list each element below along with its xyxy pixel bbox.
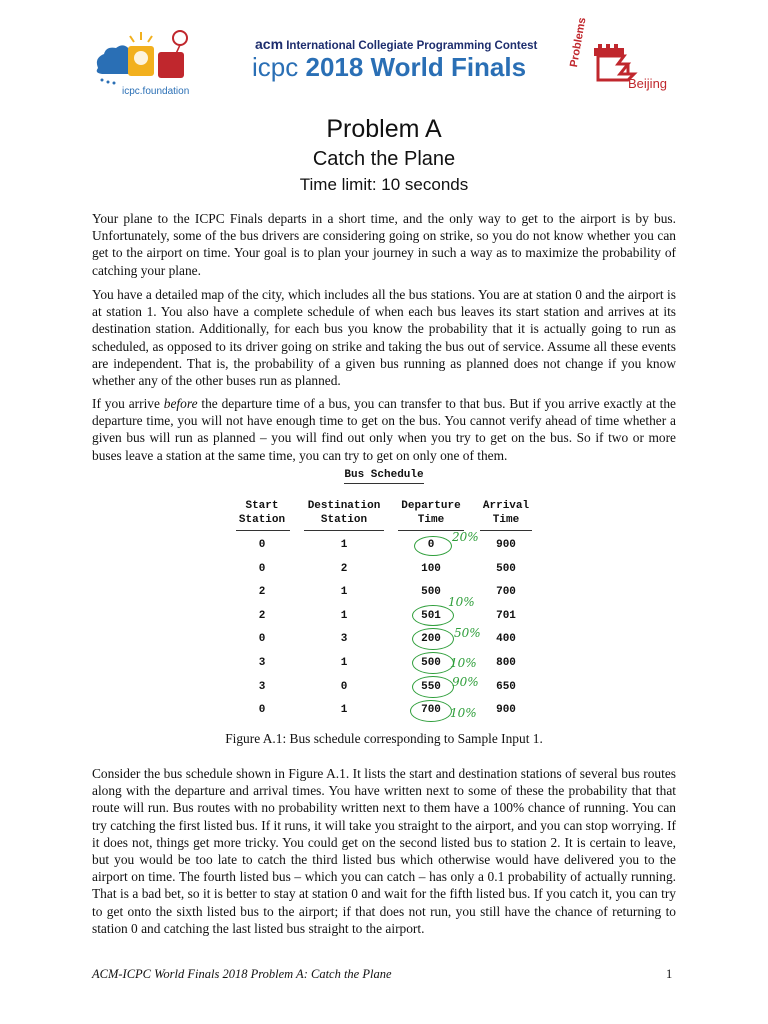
schedule-cell: 100 <box>421 562 441 575</box>
world-finals-text: 2018 World Finals <box>305 52 527 82</box>
paragraph-map: You have a detailed map of the city, which includes all the bus stations. You are at station 0 and the airport is at station 1. You also have a complete schedule of when each bus leaves its start station and arrives at its destination station. Additionally, for each bus you know the probability that it is actually going to run as scheduled, as opposed to its driver going on strike and taking the bus out of service. Assume all these events are independent. That is, the probability of a given bus running as planned does not change if you know whether any of the other buses run as planned. <box>92 287 676 389</box>
col-header-arrival <box>476 499 536 527</box>
schedule-cell: 0 <box>258 633 266 646</box>
schedule-cell: 400 <box>496 633 516 646</box>
schedule-cell: 2 <box>258 586 266 599</box>
schedule-cell: 1 <box>340 539 348 551</box>
annotation-probability: 90% <box>452 675 479 689</box>
paragraph-transfer-end: the departure time of a bus, you can transfer to that bus. But if you arrive exactly at the departure time, you will not have enough time to get on the bus. You cannot verify ahead of time whether a given bus will run as planned – you will find out only when you try to get on the bus. So if two or more buses leave a station at the same time, you can try to get on only one of them. <box>92 396 676 463</box>
annotation-probability: 10% <box>450 656 477 670</box>
schedule-cell: 0 <box>258 704 266 717</box>
schedule-cell: 800 <box>496 657 516 669</box>
contest-name <box>255 36 537 52</box>
contest-name-text: International Collegiate Programming Contest <box>286 40 538 52</box>
acm-wordmark: acm <box>255 36 284 52</box>
paragraph-intro: Your plane to the ICPC Finals departs in a short time, and the only way to get to the airport is by bus. Unfortunately, some of the bus drivers are considering going on strike, so you do not know whether you can get to the airport on time. Your goal is to plan your journey in such a way as to maximize the probability of catching your plane. <box>92 211 676 278</box>
great-wall-logo <box>576 42 676 102</box>
schedule-cell: 500 <box>421 586 441 599</box>
paragraph-example: Consider the bus schedule shown in Figure A.1. It lists the start and destination stations of several bus routes along with the departure and arrival times. You have written next to some of these the probability that that route will run. Bus routes with no probability written next to them have a 100% chance of running. You can try catching the first listed bus. If it runs, it will take you straight to the airport, and you can stop worrying. If it does not, things get more tricky. You could get on the second listed bus to station 2. It is certain to leave, but you would be too late to catch the third listed bus which otherwise would have delivered you to the airport on time. The fourth listed bus – which you can catch – has only a 0.1 probability of actually running. That is a bad bet, so it is better to stay at station 0 and wait for the fifth listed bus. If you catch it, you can try to get onto the sixth listed bus to the airport; if that does not run, you still have the chance of returning to station 0 and catching the last listed bus straight to the airport. <box>92 766 676 936</box>
annotation-oval <box>412 628 454 650</box>
col-header-start-1: Start <box>245 500 279 512</box>
col-header-destination-2: Station <box>320 514 368 526</box>
schedule-cell: 650 <box>496 680 516 693</box>
schedule-cell: 0 <box>427 539 435 551</box>
footer-title: ACM-ICPC World Finals 2018 Problem A: Catch the Plane <box>92 967 392 981</box>
col-header-start <box>232 499 292 527</box>
annotation-oval <box>412 605 454 626</box>
schedule-cell: 2 <box>340 562 348 575</box>
header-rule <box>304 530 384 531</box>
paragraph-transfer-emphasis: before <box>163 396 198 411</box>
schedule-cell: 2 <box>258 609 266 622</box>
schedule-cell: 700 <box>496 586 516 599</box>
col-header-destination <box>302 499 386 527</box>
col-header-destination-1: Destination <box>307 500 381 512</box>
problem-subtitle: Catch the Plane <box>312 148 456 170</box>
schedule-cell: 1 <box>340 657 348 669</box>
annotation-oval <box>412 676 454 698</box>
city-label: Beijing <box>628 76 668 91</box>
time-limit: Time limit: 10 seconds <box>299 175 469 194</box>
header-rule <box>480 530 532 531</box>
schedule-cell: 550 <box>421 680 441 693</box>
page-number: 1 <box>666 967 673 981</box>
schedule-cell: 701 <box>496 609 516 622</box>
schedule-cell: 500 <box>496 562 516 575</box>
problems-label: Problems <box>568 16 589 69</box>
schedule-cell: 3 <box>258 657 266 669</box>
schedule-cell: 1 <box>340 609 348 622</box>
schedule-cell: 900 <box>496 704 516 717</box>
col-header-departure <box>396 499 466 527</box>
annotation-probability: 20% <box>452 530 479 544</box>
foundation-name: icpc.foundation <box>122 86 190 97</box>
schedule-title-text: Bus Schedule <box>344 469 423 484</box>
col-header-start-2: Station <box>238 514 286 526</box>
schedule-title <box>0 469 768 481</box>
schedule-cell: 700 <box>421 704 441 717</box>
schedule-cell: 3 <box>258 680 266 693</box>
schedule-cell: 1 <box>340 586 348 599</box>
col-header-departure-1: Departure <box>401 500 461 512</box>
annotation-oval <box>412 652 454 674</box>
annotation-probability: 10% <box>450 706 477 720</box>
annotation-oval <box>410 700 452 722</box>
schedule-cell: 500 <box>421 657 441 669</box>
schedule-cell: 0 <box>258 562 266 575</box>
paragraph-transfer <box>92 395 676 464</box>
col-header-departure-2: Time <box>417 514 445 526</box>
icpc-wordmark: icpc <box>252 52 299 82</box>
problem-title: Problem A <box>326 115 442 143</box>
col-header-arrival-2: Time <box>492 514 520 526</box>
paragraph-transfer-start: If you arrive <box>92 396 164 411</box>
header-rule <box>236 530 290 531</box>
annotation-probability: 10% <box>448 595 475 609</box>
world-finals-title <box>252 52 526 83</box>
schedule-cell: 200 <box>421 633 441 646</box>
schedule-cell: 1 <box>340 704 348 717</box>
schedule-cell: 0 <box>258 539 266 551</box>
col-header-arrival-1: Arrival <box>482 500 530 512</box>
annotation-oval <box>414 536 452 556</box>
schedule-cell: 900 <box>496 539 516 551</box>
schedule-cell: 0 <box>340 680 348 693</box>
figure-caption: Figure A.1: Bus schedule corresponding to Sample Input 1. <box>225 731 543 746</box>
schedule-cell: 3 <box>340 633 348 646</box>
annotation-probability: 50% <box>454 626 481 640</box>
page-header <box>0 0 768 110</box>
schedule-cell: 501 <box>421 609 441 622</box>
